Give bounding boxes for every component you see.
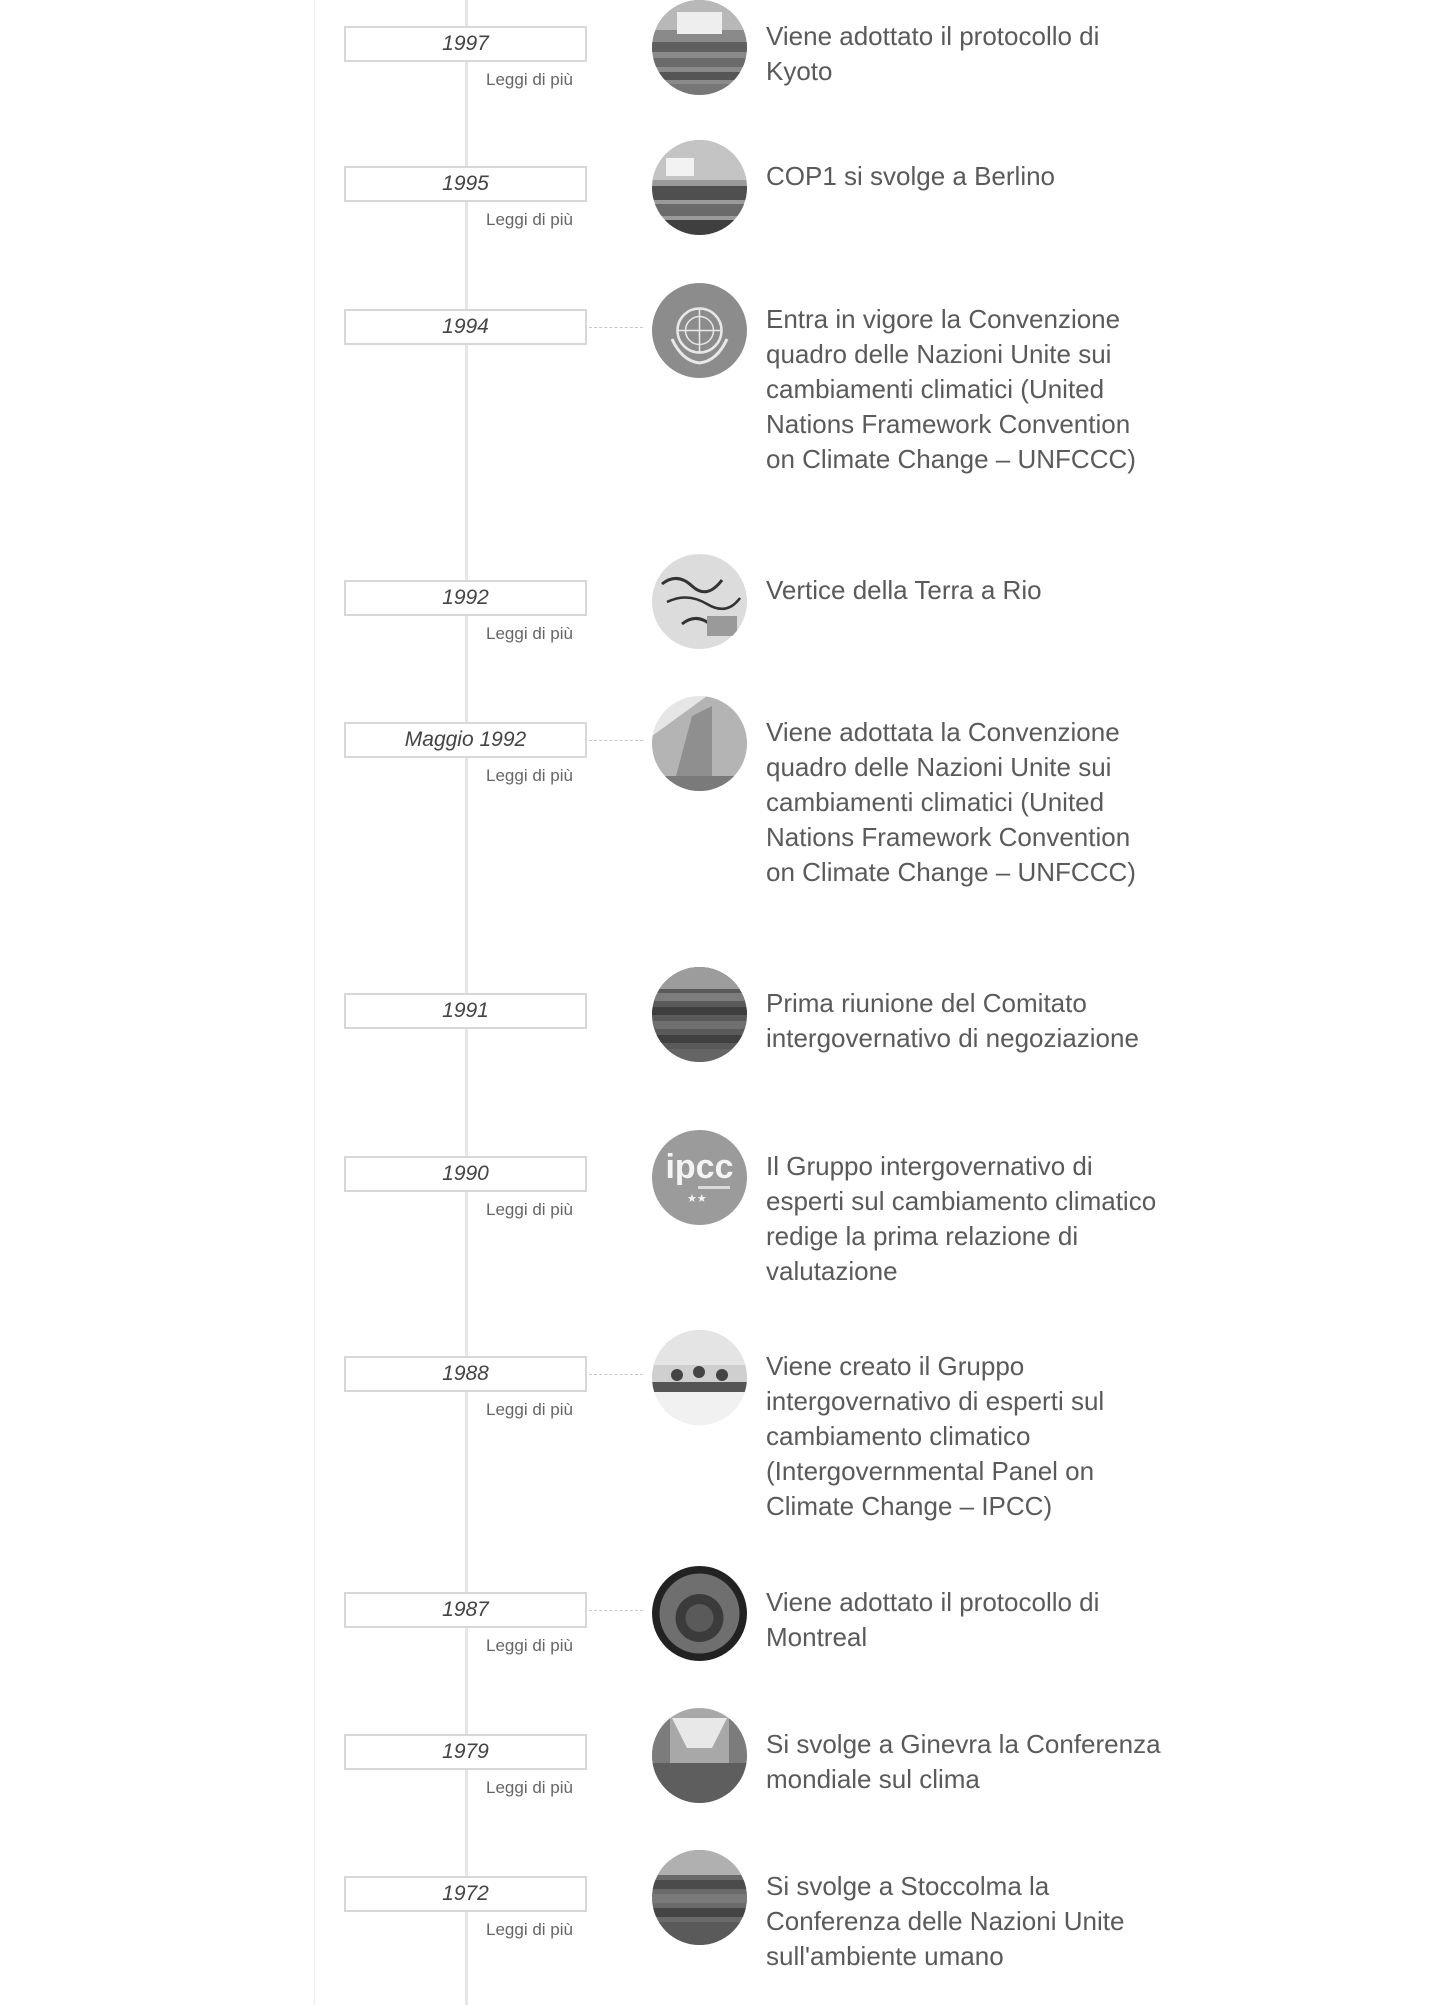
event-text: Viene creato il Gruppo intergovernativo di esperti sul cambiamento climatico (Intergovernmental Panel on Climate Change – IPCC) [766, 1351, 1105, 1521]
event-text: Il Gruppo intergovernativo di esperti sul cambiamento climatico redige la prima relazione di valutazione [766, 1151, 1157, 1286]
event-text: Viene adottata la Convenzione quadro delle Nazioni Unite sui cambiamenti climatici (United Nations Framework Convention on Climate Change – UNFCCC) [766, 717, 1136, 887]
connector-line [589, 327, 643, 328]
year-box: 1972 [344, 1876, 587, 1912]
year-box: 1979 [344, 1734, 587, 1770]
connector-line [589, 740, 643, 741]
year-box: 1995 [344, 166, 587, 202]
event-text: Prima riunione del Comitato intergovernativo di negoziazione [766, 988, 1139, 1053]
event-text: COP1 si svolge a Berlino [766, 161, 1056, 191]
year-box: 1997 [344, 26, 587, 62]
year-box: 1987 [344, 1592, 587, 1628]
connector-line [589, 1610, 643, 1611]
read-more-link[interactable]: Leggi di più [486, 210, 573, 229]
year-box: 1994 [344, 309, 587, 345]
read-more-link[interactable]: Leggi di più [486, 1400, 573, 1419]
event-text: Si svolge a Ginevra la Conferenza mondiale sul clima [766, 1729, 1161, 1794]
read-more-link[interactable]: Leggi di più [486, 1200, 573, 1219]
conference-hall-photo [652, 0, 747, 95]
year-box: 1991 [344, 993, 587, 1029]
ipcc-logo-text: ipcc [665, 1148, 734, 1186]
event-text: Vertice della Terra a Rio [766, 575, 1042, 605]
year-box: Maggio 1992 [344, 722, 587, 758]
un-emblem [652, 283, 747, 378]
event-text: Viene adottato il protocollo di Kyoto [766, 21, 1100, 86]
event-text: Si svolge a Stoccolma la Conferenza delle Nazioni Unite sull'ambiente umano [766, 1871, 1125, 1971]
read-more-link[interactable]: Leggi di più [486, 1920, 573, 1939]
panel-table-photo [652, 1330, 747, 1425]
conference-room-photo [652, 140, 747, 235]
read-more-link[interactable]: Leggi di più [486, 1636, 573, 1655]
read-more-link[interactable]: Leggi di più [486, 624, 573, 643]
svg-text:★★: ★★ [687, 1193, 707, 1205]
geneva-hall-photo [652, 1708, 747, 1803]
event-text: Viene adottato il protocollo di Montreal [766, 1587, 1100, 1652]
ozone-globe-photo [652, 1566, 747, 1661]
year-box: 1992 [344, 580, 587, 616]
assembly-hall-photo [652, 967, 747, 1062]
building-photo [652, 696, 747, 791]
year-box: 1990 [344, 1156, 587, 1192]
read-more-link[interactable]: Leggi di più [486, 1778, 573, 1797]
event-text: Entra in vigore la Convenzione quadro delle Nazioni Unite sui cambiamenti climatici (United Nations Framework Convention on Climate Change – UNFCCC) [766, 304, 1136, 474]
handwritten-sign-photo [652, 554, 747, 649]
stockholm-hall-photo [652, 1850, 747, 1945]
ipcc-logo [652, 1130, 747, 1225]
read-more-link[interactable]: Leggi di più [486, 766, 573, 785]
year-box: 1988 [344, 1356, 587, 1392]
page-border-line [314, 0, 315, 2005]
connector-line [589, 1374, 643, 1375]
read-more-link[interactable]: Leggi di più [486, 70, 573, 89]
